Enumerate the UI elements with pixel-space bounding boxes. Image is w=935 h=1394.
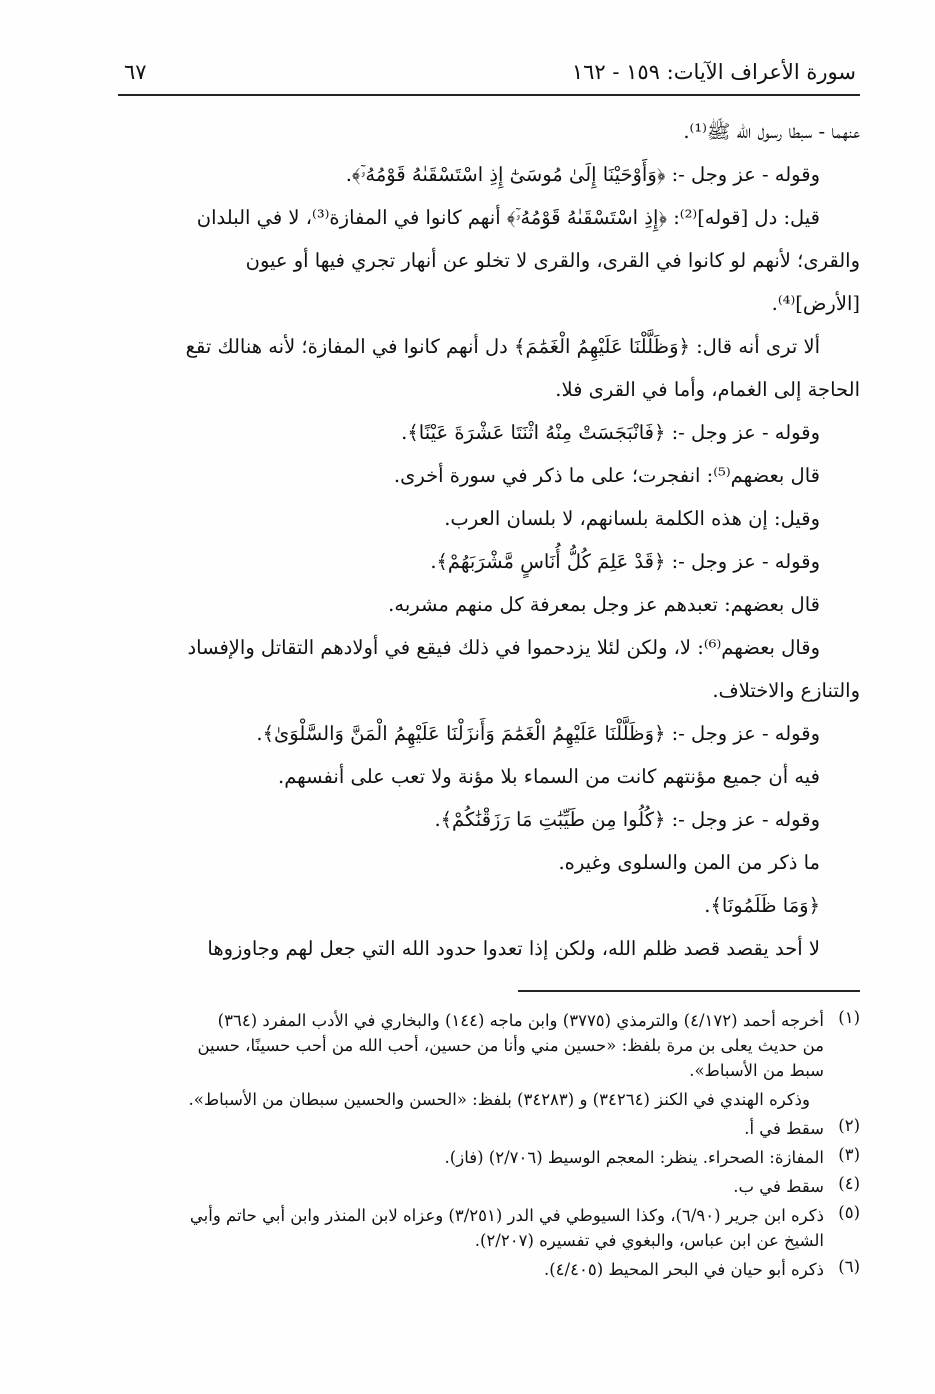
text-line: وقوله - عز وجل -: ﴿وَأَوْحَيْنَا إِلَىٰ مُوسَىٰٓ إِذِ اسْتَسْقَىٰهُ قَوْمُهُۥٓ﴾. — [345, 163, 820, 186]
text-line: وقوله - عز وجل -: ﴿وَظَلَّلْنَا عَلَيْهِمُ الْغَمَٰمَ وَأَنزَلْنَا عَلَيْهِمُ الْمَنَّ وَالسَّلْوَىٰ﴾. — [256, 722, 820, 745]
text-line: وقوله - عز وجل -: ﴿فَانْبَجَسَتْ مِنْهُ اثْنَتَا عَشْرَةَ عَيْنًا﴾. — [401, 421, 820, 444]
main-text — [118, 110, 860, 970]
footnote-number: (٥) — [838, 1203, 860, 1222]
footnote-continuation: وذكره الهندي في الكنز (٣٤٢٦٤) و (٣٤٢٨٣) بلفظ: «الحسن والحسين سبطان من الأسباط». — [188, 1090, 810, 1109]
text-line: الحاجة إلى الغمام، وأما في القرى فلا. — [555, 378, 860, 401]
footnote-text — [118, 1257, 824, 1282]
footnote-text — [118, 1203, 824, 1253]
footnote-text — [118, 1116, 824, 1141]
footnote-line: سقط في ب. — [733, 1177, 824, 1196]
text-line: فيه أن جميع مؤنتهم كانت من السماء بلا مؤنة ولا تعب على أنفسهم. — [278, 765, 820, 788]
text-line: قال بعضهم: تعبدهم عز وجل بمعرفة كل منهم مشربه. — [388, 593, 820, 616]
footnote-text — [118, 1008, 824, 1083]
text-line: والتنازع والاختلاف. — [712, 679, 860, 702]
footnote-line: سقط في أ. — [744, 1119, 824, 1138]
text-line: وقيل: إن هذه الكلمة بلسانهم، لا بلسان العرب. — [444, 507, 820, 530]
footnote — [118, 1145, 860, 1170]
text-line: عنهما - سبطا رسول الله ﷺ⁽¹⁾. — [683, 120, 860, 143]
text-line: قيل: دل [قوله]⁽²⁾: ﴿إِذِ اسْتَسْقَىٰهُ قَوْمُهُۥٓ﴾ أنهم كانوا في المفازة⁽³⁾، لا في البلدان — [196, 206, 820, 229]
text-line: وقوله - عز وجل -: ﴿قَدْ عَلِمَ كُلُّ أُنَاسٍ مَّشْرَبَهُمْ﴾. — [430, 550, 820, 573]
footnote-number: (٣) — [838, 1145, 860, 1164]
footnote — [118, 1174, 860, 1199]
footnote-line: أخرجه أحمد (٤/١٧٢) والترمذي (٣٧٧٥) وابن ماجه (١٤٤) والبخاري في الأدب المفرد (٣٦٤) — [217, 1011, 824, 1030]
footnote-line: ذكره ابن جرير (٦/٩٠)، وكذا السيوطي في الدر (٣/٢٥١) وعزاه لابن المنذر وابن أبي حاتم وأبي — [189, 1206, 824, 1225]
footnote-line: من حديث يعلى بن مرة بلفظ: «حسين مني وأنا من حسين، أحب الله من أحب حسينًا، حسين — [197, 1036, 824, 1055]
footnote — [118, 1257, 860, 1282]
footnote-line: ذكره أبو حيان في البحر المحيط (٤/٤٠٥). — [543, 1260, 824, 1279]
footnote-text — [118, 1145, 824, 1170]
text-line: وقوله - عز وجل -: ﴿كُلُوا مِن طَيِّبَٰتِ مَا رَزَقْنَٰكُمْ﴾. — [434, 808, 820, 831]
footnote-number: (٢) — [838, 1116, 860, 1135]
footnote-text — [118, 1174, 824, 1199]
text-line: ﴿وَمَا ظَلَمُونَا﴾. — [704, 894, 820, 917]
footnote-number: (٤) — [838, 1174, 860, 1193]
footnotes — [118, 1008, 860, 1286]
footnote — [118, 1008, 860, 1083]
text-line: ما ذكر من المن والسلوى وغيره. — [558, 851, 820, 874]
surah-title: سورة الأعراف الآيات: ١٥٩ - ١٦٢ — [571, 60, 856, 84]
footnote-separator — [518, 990, 860, 992]
text-line: قال بعضهم⁽⁵⁾: انفجرت؛ على ما ذكر في سورة أخرى. — [393, 464, 820, 487]
page-number: ٦٧ — [124, 60, 147, 84]
footnote — [118, 1116, 860, 1141]
footnote-line: سبط من الأسباط». — [689, 1061, 824, 1080]
footnote-line: المفازة: الصحراء. ينظر: المعجم الوسيط (٢/٧٠٦) (فاز). — [444, 1148, 824, 1167]
text-line: وقال بعضهم⁽⁶⁾: لا، ولكن لئلا يزدحموا في ذلك فيقع في أولادهم التقاتل والإفساد — [187, 636, 820, 659]
footnote — [118, 1203, 860, 1253]
running-header — [118, 58, 860, 96]
text-line: [الأرض]⁽⁴⁾. — [771, 292, 860, 315]
footnote-number: (١) — [838, 1008, 860, 1027]
footnote-number: (٦) — [838, 1257, 860, 1276]
footnote-line: الشيخ عن ابن عباس، والبغوي في تفسيره (٢/٢٠٧). — [474, 1231, 824, 1250]
text-line: لا أحد يقصد قصد ظلم الله، ولكن إذا تعدوا حدود الله التي جعل لهم وجاوزوها — [207, 937, 820, 960]
text-line: والقرى؛ لأنهم لو كانوا في القرى، والقرى لا تخلو عن أنهار تجري فيها أو عيون — [245, 249, 860, 272]
text-line: ألا ترى أنه قال: ﴿وَظَلَّلْنَا عَلَيْهِمُ الْغَمَٰمَ﴾ دل أنهم كانوا في المفازة؛ لأنه هنالك تقع — [185, 335, 820, 358]
